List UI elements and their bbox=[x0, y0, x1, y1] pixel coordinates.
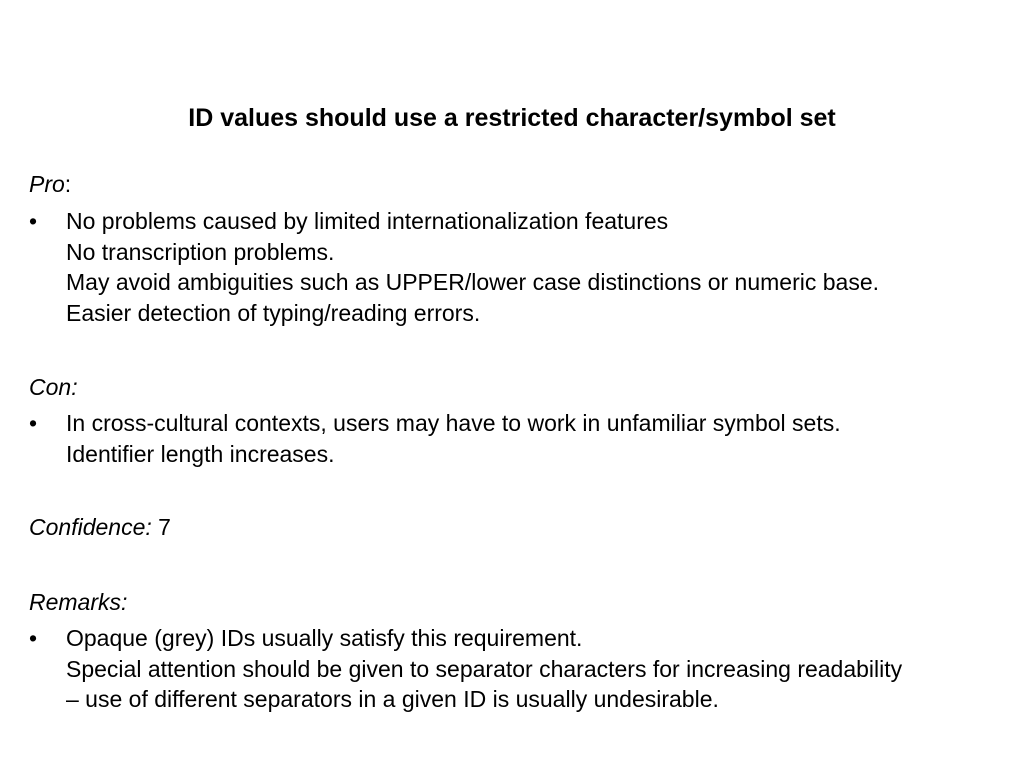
con-heading bbox=[29, 372, 78, 402]
pro-label: Pro bbox=[29, 171, 65, 197]
remarks-label: Remarks: bbox=[29, 589, 128, 615]
pro-heading bbox=[29, 169, 71, 199]
remarks-bullet-text bbox=[66, 623, 902, 715]
remarks-line: Special attention should be given to separator characters for increasing readability bbox=[66, 655, 903, 682]
remarks-line: Opaque (grey) IDs usually satisfy this requirement. bbox=[66, 625, 583, 651]
bullet-marker: • bbox=[29, 410, 38, 436]
pro-bullet-text bbox=[66, 206, 879, 328]
pro-line: May avoid ambiguities such as UPPER/lower case distinctions or numeric base. bbox=[66, 269, 880, 295]
remarks-line: – use of different separators in a given ID is usually undesirable. bbox=[66, 686, 719, 712]
con-label: Con: bbox=[29, 374, 78, 400]
con-line: In cross-cultural contexts, users may have to work in unfamiliar symbol sets. bbox=[66, 410, 841, 436]
slide-title: ID values should use a restricted character/symbol set bbox=[188, 104, 836, 132]
pro-line: No transcription problems. bbox=[66, 238, 335, 265]
pro-label-suffix: : bbox=[64, 171, 72, 197]
confidence-label: Confidence: bbox=[29, 514, 152, 540]
confidence-value: 7 bbox=[158, 514, 171, 540]
remarks-heading bbox=[29, 587, 127, 617]
pro-line: No problems caused by limited internationalization features bbox=[66, 208, 669, 234]
bullet-marker: • bbox=[29, 208, 38, 234]
pro-line: Easier detection of typing/reading errors. bbox=[66, 299, 481, 326]
confidence-row bbox=[29, 512, 171, 542]
con-line: Identifier length increases. bbox=[66, 440, 335, 467]
bullet-marker: • bbox=[29, 625, 38, 651]
con-bullet-text bbox=[66, 408, 841, 469]
